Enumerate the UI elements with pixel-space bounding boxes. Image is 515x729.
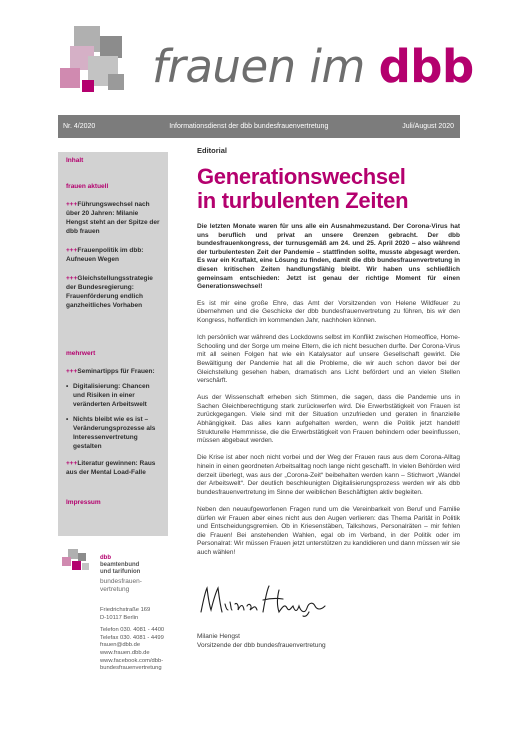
- article-paragraph: Ich persönlich war während des Lockdowns selbst im Konflikt zwischen Homeoffice, Home-Schooling und der Sorge um meine Eltern, die ich nicht besuchen durfte. Der Corona-Virus mit all seinen Folgen hat wie ein Katalysator auf unsere Gesellschaft gewirkt. Die Bewältigung der Pandemie hat all die Probleme, die wir auch schon davor bei der Gleichstellung gesehen haben, dramatisch ans Licht befördert und an vielen Stellen verschärft.: [197, 334, 460, 385]
- email-link[interactable]: frauen@dbb.de: [100, 642, 141, 649]
- toc-link-seminartipps[interactable]: +++Seminartipps für Frauen:: [66, 368, 155, 375]
- signer-name: Milanie Hengst: [197, 633, 240, 641]
- facebook-link[interactable]: www.facebook.com/dbb- bundesfrauenvertretung: [100, 657, 164, 672]
- seminar-list: [66, 382, 160, 451]
- toc-link-fuehrungswechsel[interactable]: +++Führungswechsel nach über 20 Jahren: Milanie Hengst steht an der Spitze der dbb frauen: [66, 201, 160, 235]
- article-lead: Die letzten Monate waren für uns alle ein Ausnahmezustand. Der Corona-Virus hat uns beruflich und privat an unsere Grenzen gebracht. Der dbb bundesfrauenkongress, der turnusgemäß am 24. und 25. April 2020 – also während der turbulentesten Zeit der Pandemie – stattfinden sollte, musste abgesagt werden. Es war ein Kraftakt, eine Lösung zu finden, damit die dbb bundesfrauenvertretung in diesen kritischen Zeiten handlungsfähig bleibt. Wir haben uns schließlich gemeinsam entschieden: Jetzt ist genau der richtige Moment für einen Generationswechsel!: [197, 223, 460, 291]
- masthead-part2: dbb: [378, 40, 474, 93]
- masthead-title: [152, 42, 474, 92]
- toc-link-veraenderungsprozesse[interactable]: • Nichts bleibt wie es ist – Veränderungsprozesse als Interessenvertretung gestalten: [66, 416, 156, 450]
- address-street: Friedrichstraße 169: [100, 607, 151, 613]
- dbb-logo-icon: [58, 549, 94, 573]
- table-of-contents: [58, 152, 168, 536]
- article-paragraph: Aus der Wissenschaft erheben sich Stimmen, die sagen, dass die Pandemie uns in Sachen Gleichberechtigung stark zurückwerfen wird. Die Erwerbstätigkeit von Frauen ist zurückgegangen. Viele sind mit der Situation unzufrieden und geraten in finanzielle Abhängigkeit. Das alles kann aufgehalten werden, wenn die Politik jetzt handelt! Strukturelle Hemmnisse, die die Erwerbstätigkeit von Frauen behindern oder beeinflussen, müssen abgebaut werden.: [197, 394, 460, 445]
- toc-heading: Inhalt: [66, 157, 84, 164]
- issue-number: Nr. 4/2020: [63, 123, 96, 130]
- editorial-article: [197, 146, 460, 650]
- article-paragraph: Es ist mir eine große Ehre, das Amt der Vorsitzenden von Helene Wildfeuer zu übernehmen und die Geschicke der dbb bundesfrauenvertretung zu führen, bis wir den Kongress, hoffentlich im kommenden Jahr, nachholen können.: [197, 299, 460, 324]
- website-link[interactable]: www.frauen.dbb.de: [100, 649, 150, 656]
- phone-number: Telefon 030. 4081 - 4400: [100, 627, 165, 634]
- section-label: Editorial: [197, 146, 228, 155]
- article-paragraph: Neben den neuaufgeworfenen Fragen rund um die Vereinbarkeit von Beruf und Familie dürfen wir Frauen aber eines nicht aus den Augen verlieren: das Thema Parität in Politik und Entscheidungsgremien. Ob in Kriesenstäben, Talkshows, Personalräten – mir fehlen die Frauen! Bei anstehenden Wahlen, egal ob im Verband, in der Politik oder im Personalrat: Wir müssen Frauen jetzt unterstützen zu kandidieren und dann müssen wir sie auch wählen!: [197, 506, 460, 556]
- address-city: D-10117 Berlin: [100, 614, 139, 621]
- section-heading-frauen-aktuell: frauen aktuell: [66, 183, 109, 190]
- toc-link-frauenpolitik[interactable]: +++Frauenpolitik im dbb: Aufneuen Wegen: [66, 247, 144, 263]
- signer-title: Vorsitzende der dbb bundesfrauenvertretung: [197, 641, 326, 649]
- toc-link-gleichstellungsstrategie[interactable]: +++Gleichstellungsstrategie der Bundesregierung: Frauenförderung endlich ganzheitliches Vorhaben: [66, 275, 153, 309]
- header-logo-squares: [60, 26, 128, 92]
- article-headline: Generationswechsel in turbulenten Zeiten: [197, 164, 409, 213]
- issue-date: Juli/August 2020: [402, 123, 454, 130]
- publication-description: Informationsdienst der dbb bundesfrauenvertretung: [169, 123, 329, 130]
- toc-link-impressum[interactable]: Impressum: [66, 499, 101, 506]
- article-paragraph: Die Krise ist aber noch nicht vorbei und der Weg der Frauen raus aus dem Corona-Alltag hinein in einen geordneten Arbeitsalltag noch lange nicht geschafft. In vielen Behörden wird derzeit überlegt, was aus der „Corona-Zeit“ beibehalten werden kann – Stichwort „Wandel der Arbeitswelt“. Der deutlich beschleunigten Digitalisierungsprozess werden wir als dbb bundesfrauenvertretung im Sinne der weiblichen Beschäftigten aktiv begleiten.: [197, 454, 460, 496]
- toc-link-digitalisierung[interactable]: • Digitalisierung: Chancen und Risiken in einer veränderten Arbeitswelt: [66, 383, 150, 408]
- organisation-name: dbb beamtenbund und tarifunion bundesfrauen- vertretung: [100, 555, 142, 593]
- section-heading-mehrwert: mehrwert: [66, 350, 96, 357]
- handwritten-signature: [197, 582, 337, 618]
- fax-number: Telefax 030. 4081 - 4499: [100, 634, 164, 641]
- toc-link-literatur[interactable]: +++Literatur gewinnen: Raus aus der Mental Load-Falle: [66, 460, 156, 476]
- masthead-part1: frauen im: [152, 40, 379, 93]
- info-bar: [58, 115, 460, 138]
- contact-details: [100, 607, 182, 673]
